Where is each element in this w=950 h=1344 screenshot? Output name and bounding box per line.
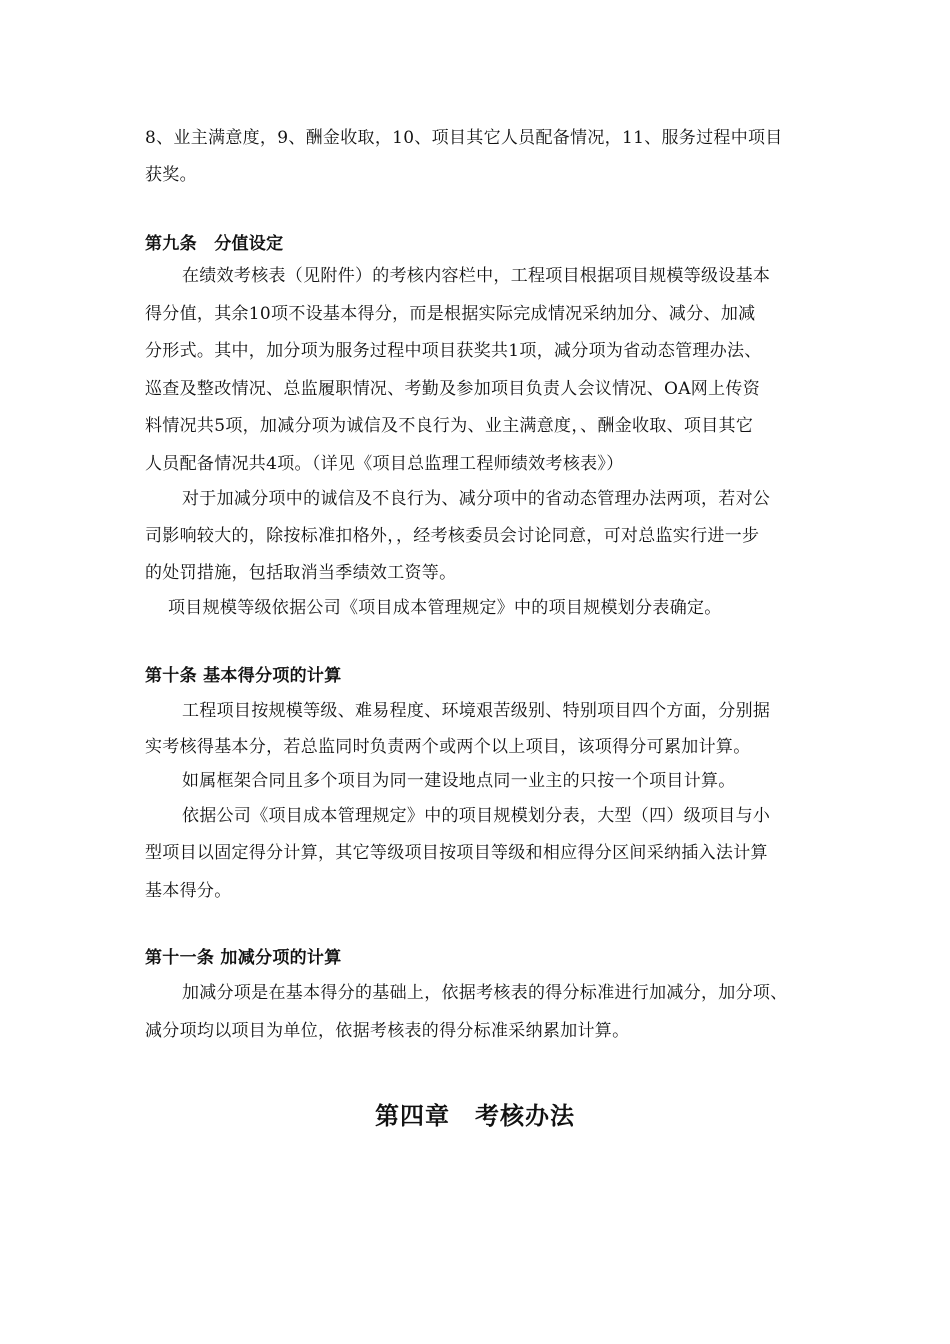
paragraph-line: 得分值，其余10项不设基本得分，而是根据实际完成情况采纳加分、减分、加减 — [145, 304, 756, 324]
paragraph-line: 巡查及整改情况、总监履职情况、考勤及参加项目负责人会议情况、OA网上传资 — [145, 379, 761, 399]
paragraph-line: 型项目以固定得分计算，其它等级项目按项目等级和相应得分区间采纳插入法计算 — [145, 843, 768, 863]
paragraph-line: 实考核得基本分，若总监同时负责两个或两个以上项目，该项得分可累加计算。 — [145, 737, 751, 757]
article-10-heading: 第十条 基本得分项的计算 — [145, 666, 342, 686]
paragraph-line: 依据公司《项目成本管理规定》中的项目规模划分表，大型（四）级项目与小 — [182, 806, 771, 826]
paragraph-line: 对于加减分项中的诚信及不良行为、减分项中的省动态管理办法两项，若对公 — [182, 489, 771, 509]
paragraph-line: 加减分项是在基本得分的基础上，依据考核表的得分标准进行加减分，加分项、 — [182, 983, 788, 1003]
paragraph-line: 人员配备情况共4项。（详见《项目总监理工程师绩效考核表》） — [145, 454, 624, 474]
chapter-title: 第四章 考核办法 — [375, 1102, 575, 1130]
paragraph-line: 料情况共5项，加减分项为诚信及不良行为、业主满意度，、酬金收取、项目其它 — [145, 416, 754, 436]
paragraph-line: 基本得分。 — [145, 881, 232, 901]
paragraph-line: 分形式。其中，加分项为服务过程中项目获奖共1项，减分项为省动态管理办法、 — [145, 341, 762, 361]
intro-line-1: 8、业主满意度，9、酬金收取，10、项目其它人员配备情况，11、服务过程中项目 — [145, 128, 783, 148]
paragraph-line: 在绩效考核表（见附件）的考核内容栏中，工程项目根据项目规模等级设基本 — [182, 266, 771, 286]
paragraph-line: 项目规模等级依据公司《项目成本管理规定》中的项目规模划分表确定。 — [168, 598, 722, 618]
paragraph-line: 司影响较大的，除按标准扣格外，，经考核委员会讨论同意，可对总监实行进一步 — [145, 526, 760, 546]
paragraph-line: 减分项均以项目为单位，依据考核表的得分标准采纳累加计算。 — [145, 1021, 630, 1041]
article-9-heading: 第九条 分值设定 — [145, 234, 284, 254]
article-11-heading: 第十一条 加减分项的计算 — [145, 948, 342, 968]
paragraph-line: 的处罚措施，包括取消当季绩效工资等。 — [145, 563, 457, 583]
paragraph-line: 如属框架合同且多个项目为同一建设地点同一业主的只按一个项目计算。 — [182, 771, 736, 791]
intro-line-2: 获奖。 — [145, 165, 197, 185]
paragraph-line: 工程项目按规模等级、难易程度、环境艰苦级别、特别项目四个方面，分别据 — [182, 701, 771, 721]
